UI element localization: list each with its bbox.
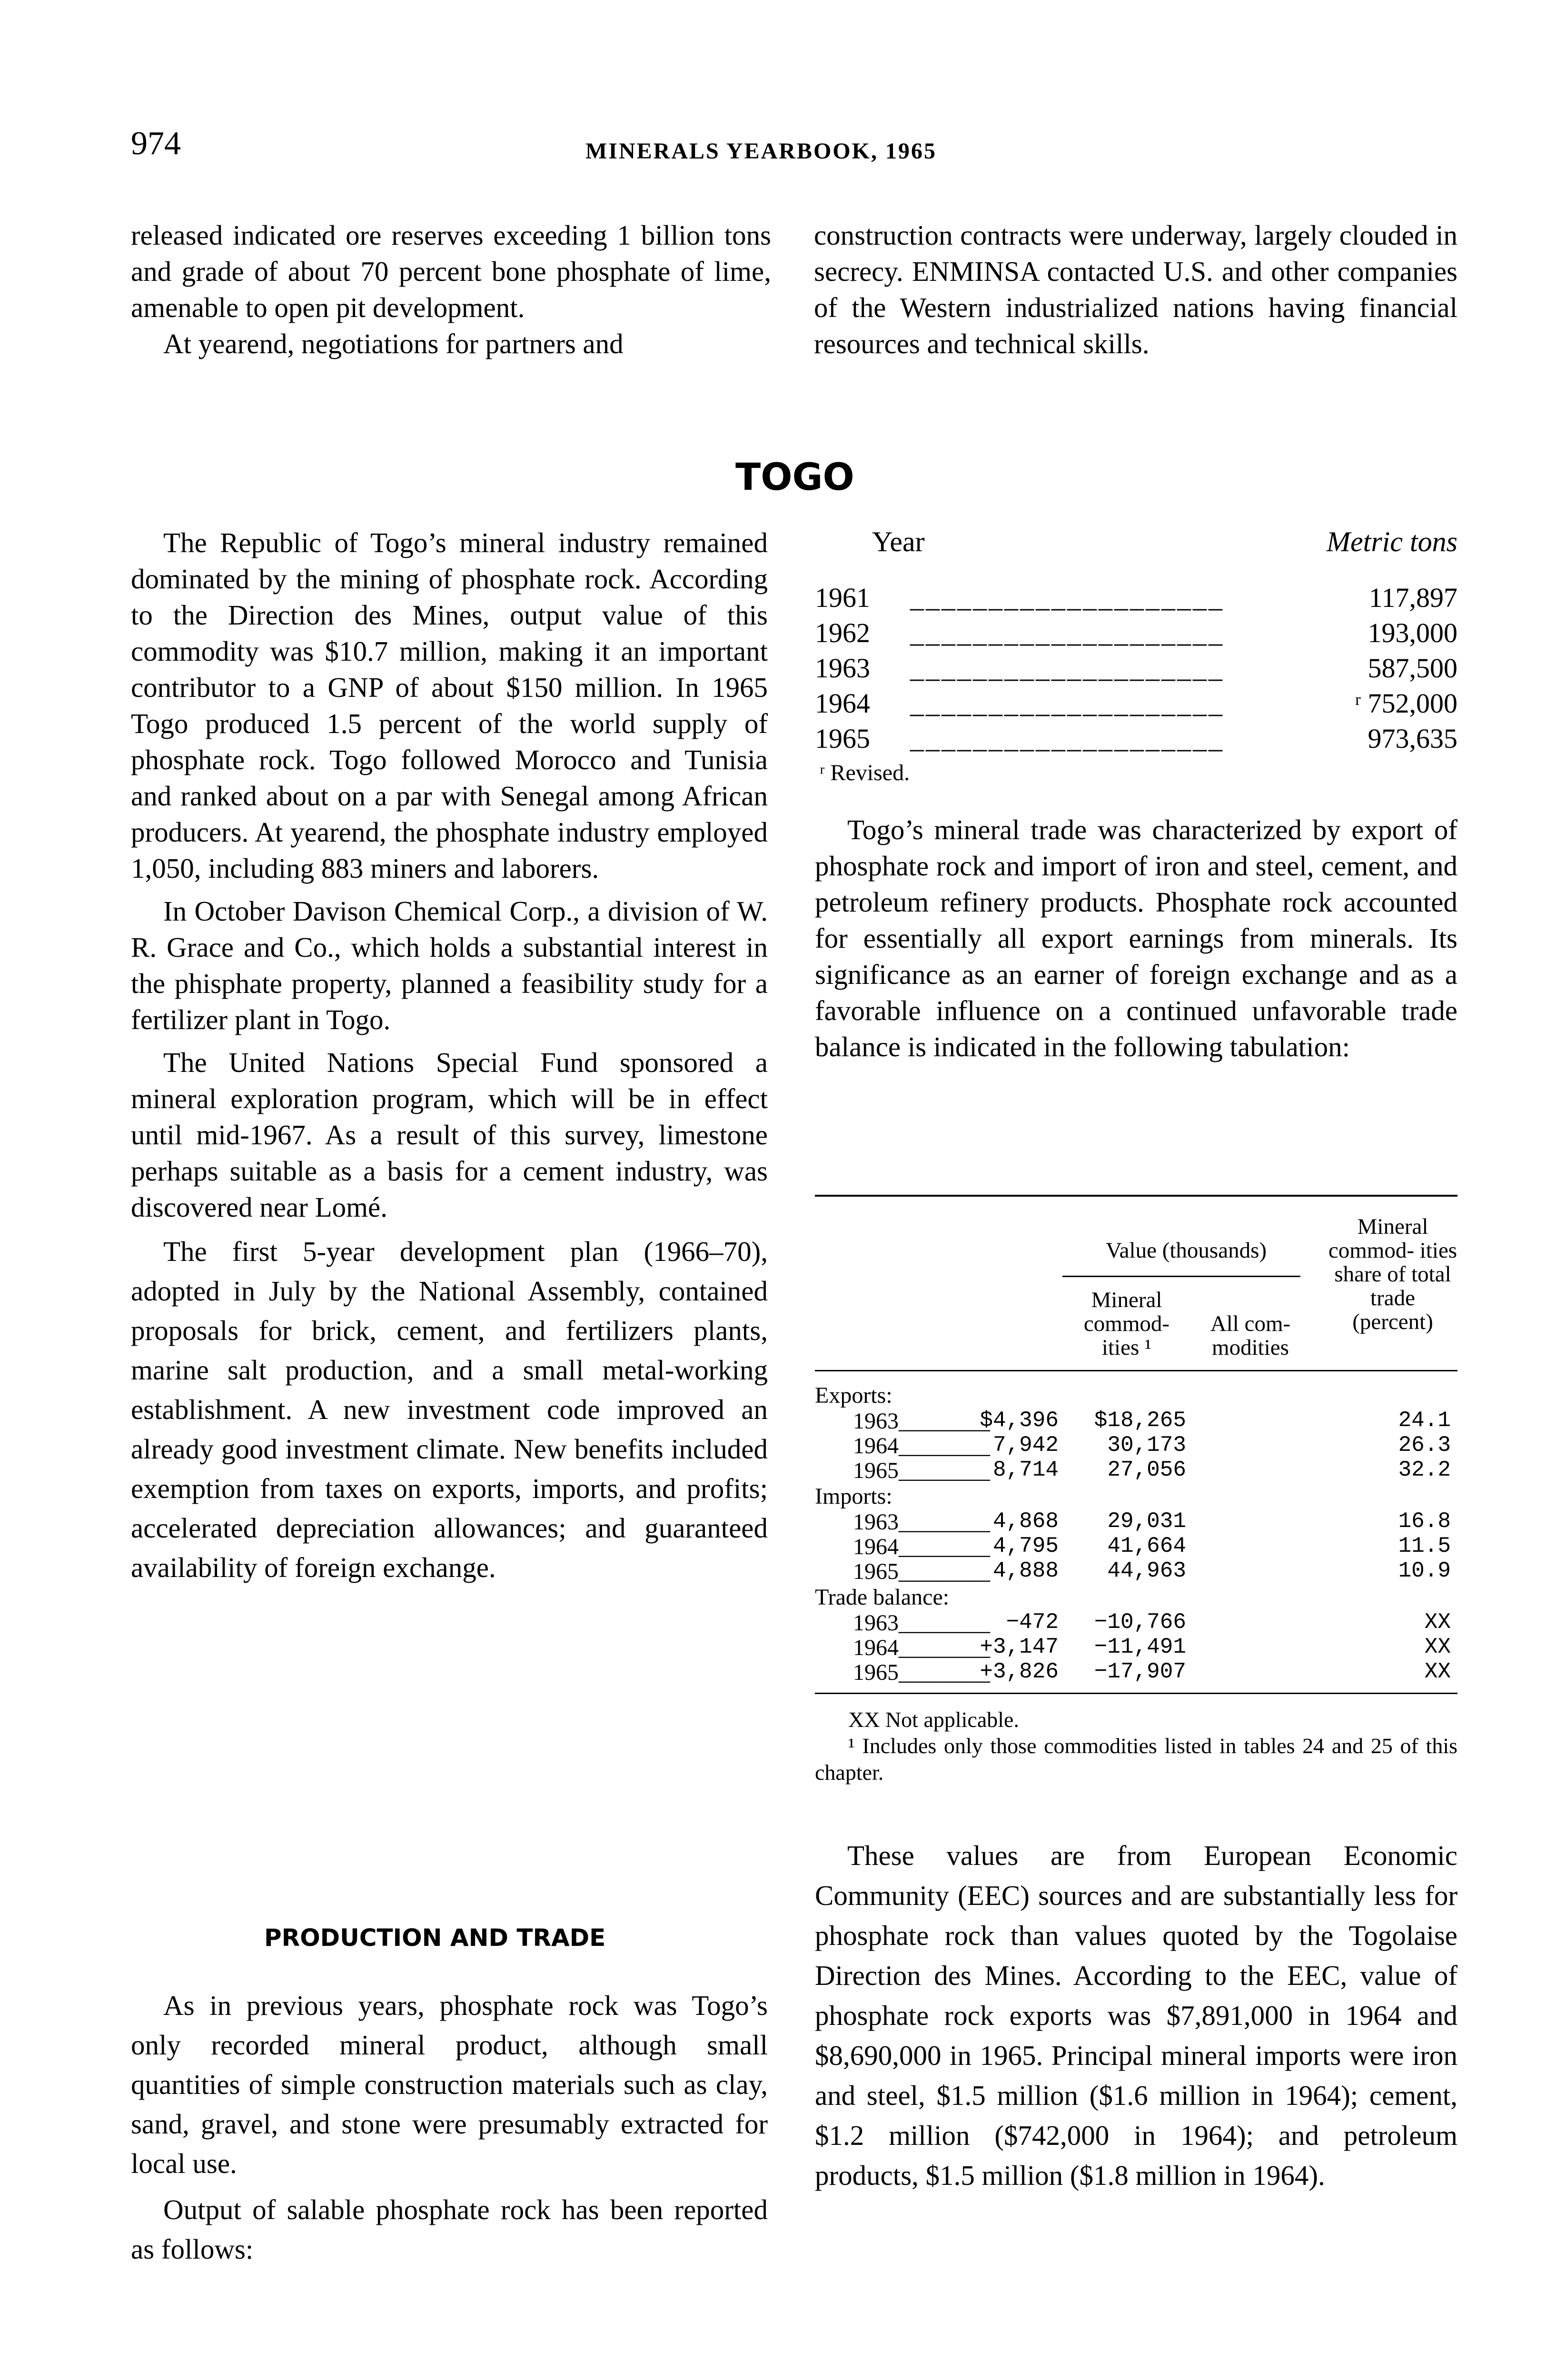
year-cell: 1964________ <box>853 1534 990 1559</box>
mineral-cell: 8,714 <box>992 1458 1059 1482</box>
table-row <box>815 723 1457 758</box>
value-cell: 587,500 <box>1368 653 1457 684</box>
table-row <box>815 582 1457 617</box>
paragraph: construction contracts were underway, largely clouded in secrecy. ENMINSA contacted U.S. and other companies of the Western industrialized nations having financial resources and technical skills. <box>814 219 1457 359</box>
share-cell: XX <box>1424 1610 1451 1635</box>
right-column-text <box>815 812 1457 1065</box>
all-cell: −17,907 <box>1094 1659 1186 1684</box>
table-row <box>815 1558 1457 1584</box>
mineral-cell: 4,795 <box>992 1534 1059 1558</box>
all-cell: −11,491 <box>1094 1635 1186 1659</box>
table-row <box>815 1509 1457 1535</box>
share-cell: 24.1 <box>1398 1408 1451 1433</box>
year-cell: 1964 <box>815 688 870 719</box>
production-table <box>815 526 1457 792</box>
col-header-share: Mineral commod- ities share of total trade (percent) <box>1328 1214 1457 1334</box>
table-row <box>815 1433 1457 1458</box>
year-cell: 1963________ <box>853 1610 990 1636</box>
table-row <box>815 1458 1457 1483</box>
left-column <box>131 525 768 1587</box>
paragraph: The first 5-year development plan (1966–70), adopted in July by the National Assembly, contained proposals for brick, cement, and fertilizers plants, marine salt production, and a small metal-working establishment. A new investment code improved an already good investment climate. New benefits included exemption from taxes on exports, imports, and profits; accelerated depreciation allowances; and guaranteed availability of foreign exchange. <box>131 1236 768 1583</box>
value-cell: 117,897 <box>1368 582 1457 613</box>
year-cell: 1961 <box>815 582 870 613</box>
paragraph: released indicated ore reserves exceeding 1 billion tons and grade of about 70 percent bone phosphate of lime, amenable to open pit development. <box>131 219 771 323</box>
year-cell: 1965________ <box>853 1660 990 1685</box>
year-cell: 1963________ <box>853 1408 990 1434</box>
dot-leader: ____________________ <box>910 582 1224 613</box>
paragraph: Togo’s mineral trade was characterized by export of phosphate rock and import of iron and steel, cement, and petroleum refinery products. Phosphate rock accounted for essentially all export earnings from minerals. Its significance as an earner of foreign exchange and as a favorable influence on a continued unfavorable trade balance is indicated in the following tabulation: <box>815 814 1457 1062</box>
year-cell: 1962 <box>815 617 870 648</box>
table-row <box>815 652 1457 687</box>
table-top-rule <box>815 1195 1457 1197</box>
header-rule <box>815 1370 1457 1371</box>
section-label: Exports: <box>815 1383 892 1408</box>
all-cell: 30,173 <box>1107 1433 1186 1458</box>
table-row <box>815 1534 1457 1559</box>
paragraph: These values are from European Economic Community (EEC) sources and are substantially less for phosphate rock than values quoted by the Togolaise Direction des Mines. According to the EEC, value of phosphate rock exports was $7,891,000 in 1964 and $8,690,000 in 1965. Principal mineral imports were iron and steel, $1.5 million ($1.6 million in 1964); cement, $1.2 million ($742,000 in 1964); and petroleum products, $1.5 million ($1.8 million in 1964). <box>815 1840 1457 2191</box>
all-cell: 29,031 <box>1107 1509 1186 1534</box>
dot-leader: ____________________ <box>910 723 1224 754</box>
mineral-cell: 4,888 <box>992 1558 1059 1583</box>
share-cell: XX <box>1424 1659 1451 1684</box>
header-group-rule <box>1062 1276 1300 1277</box>
share-cell: 10.9 <box>1398 1558 1451 1583</box>
table-bottom-rule <box>815 1693 1457 1694</box>
value-cell: 193,000 <box>1368 617 1457 648</box>
closing-text <box>815 1835 1457 2195</box>
col-header-all: All com- modities <box>1210 1311 1291 1360</box>
mineral-cell: +3,147 <box>980 1635 1059 1659</box>
trade-table <box>815 1195 1457 1804</box>
share-cell: 26.3 <box>1398 1433 1451 1458</box>
year-cell: 1963________ <box>853 1509 990 1535</box>
dot-leader: ____________________ <box>910 688 1224 719</box>
paragraph: The United Nations Special Fund sponsored a mineral exploration program, which will be in effect until mid-1967. As a result of this survey, limestone perhaps suitable as a basis for a cement industry, was discovered near Lomé. <box>131 1047 768 1223</box>
mineral-cell: 7,942 <box>992 1433 1059 1458</box>
col-header-metric-tons: Metric tons <box>1327 526 1457 557</box>
section-label: Imports: <box>815 1484 892 1509</box>
year-cell: 1965________ <box>853 1559 990 1584</box>
mineral-cell: $4,396 <box>980 1408 1059 1433</box>
table-row <box>815 1659 1457 1685</box>
section-title: TOGO <box>735 456 854 499</box>
all-cell: −10,766 <box>1094 1610 1186 1635</box>
mineral-cell: +3,826 <box>980 1659 1059 1684</box>
paragraph: As in previous years, phosphate rock was Togo’s only recorded mineral product, although small quantities of simple construction materials such as clay, sand, gravel, and stone were presumably extracted for local use. <box>131 1990 768 2179</box>
page-number: 974 <box>131 125 181 162</box>
section-label-row <box>815 1584 1457 1610</box>
value-cell: ʳ 752,000 <box>1355 688 1457 719</box>
table-row <box>815 687 1457 723</box>
all-cell: 44,963 <box>1107 1558 1186 1583</box>
paragraph: At yearend, negotiations for partners and <box>163 328 624 359</box>
section-label-row <box>815 1382 1457 1408</box>
table-row <box>815 617 1457 652</box>
year-cell: 1964________ <box>853 1433 990 1458</box>
table-row <box>815 1635 1457 1660</box>
share-cell: XX <box>1424 1635 1451 1659</box>
mineral-cell: −472 <box>1006 1610 1059 1635</box>
header-group-value: Value (thousands) <box>1105 1238 1267 1263</box>
running-title: MINERALS YEARBOOK, 1965 <box>585 139 937 164</box>
dot-leader: ____________________ <box>910 653 1224 684</box>
value-cell: 973,635 <box>1368 723 1457 754</box>
year-cell: 1965________ <box>853 1458 990 1483</box>
table-row <box>815 1408 1457 1434</box>
dot-leader: ____________________ <box>910 617 1224 648</box>
top-left-column <box>131 217 771 362</box>
mineral-cell: 4,868 <box>992 1509 1059 1534</box>
all-cell: 27,056 <box>1107 1458 1186 1482</box>
all-cell: $18,265 <box>1094 1408 1186 1433</box>
share-cell: 11.5 <box>1398 1534 1451 1558</box>
paragraph: In October Davison Chemical Corp., a division of W. R. Grace and Co., which holds a substantial interest in the phisphate property, planned a feasibility study for a fertilizer plant in Togo. <box>131 895 768 1035</box>
paragraph: The Republic of Togo’s mineral industry remained dominated by the mining of phosphate rock. According to the Direction des Mines, output value of this commodity was $10.7 million, making it an important contributor to a GNP of about $150 million. In 1965 Togo produced 1.5 percent of the world supply of phosphate rock. Togo followed Morocco and Tunisia and ranked about on a par with Senegal among African producers. At yearend, the phosphate industry employed 1,050, including 883 miners and laborers. <box>131 527 768 884</box>
footnote-xx: XX Not applicable. <box>848 1707 1019 1732</box>
all-cell: 41,664 <box>1107 1534 1186 1558</box>
col-header-year: Year <box>872 526 925 557</box>
table-footnote: ʳ Revised. <box>820 760 910 785</box>
subheading: PRODUCTION AND TRADE <box>264 1924 606 1952</box>
col-header-mineral: Mineral commod- ities ¹ <box>1083 1288 1170 1360</box>
top-right-column <box>814 217 1457 362</box>
paragraph: Output of salable phosphate rock has been reported as follows: <box>131 2194 768 2265</box>
share-cell: 16.8 <box>1398 1509 1451 1534</box>
section-label: Trade balance: <box>815 1585 950 1610</box>
year-cell: 1963 <box>815 653 870 684</box>
footnote-1: ¹ Includes only those commodities listed in tables 24 and 25 of this chapter. <box>815 1734 1457 1785</box>
production-text <box>131 1986 768 2269</box>
year-cell: 1965 <box>815 723 870 754</box>
year-cell: 1964________ <box>853 1635 990 1660</box>
share-cell: 32.2 <box>1398 1458 1451 1482</box>
table-row <box>815 1610 1457 1636</box>
section-label-row <box>815 1483 1457 1509</box>
